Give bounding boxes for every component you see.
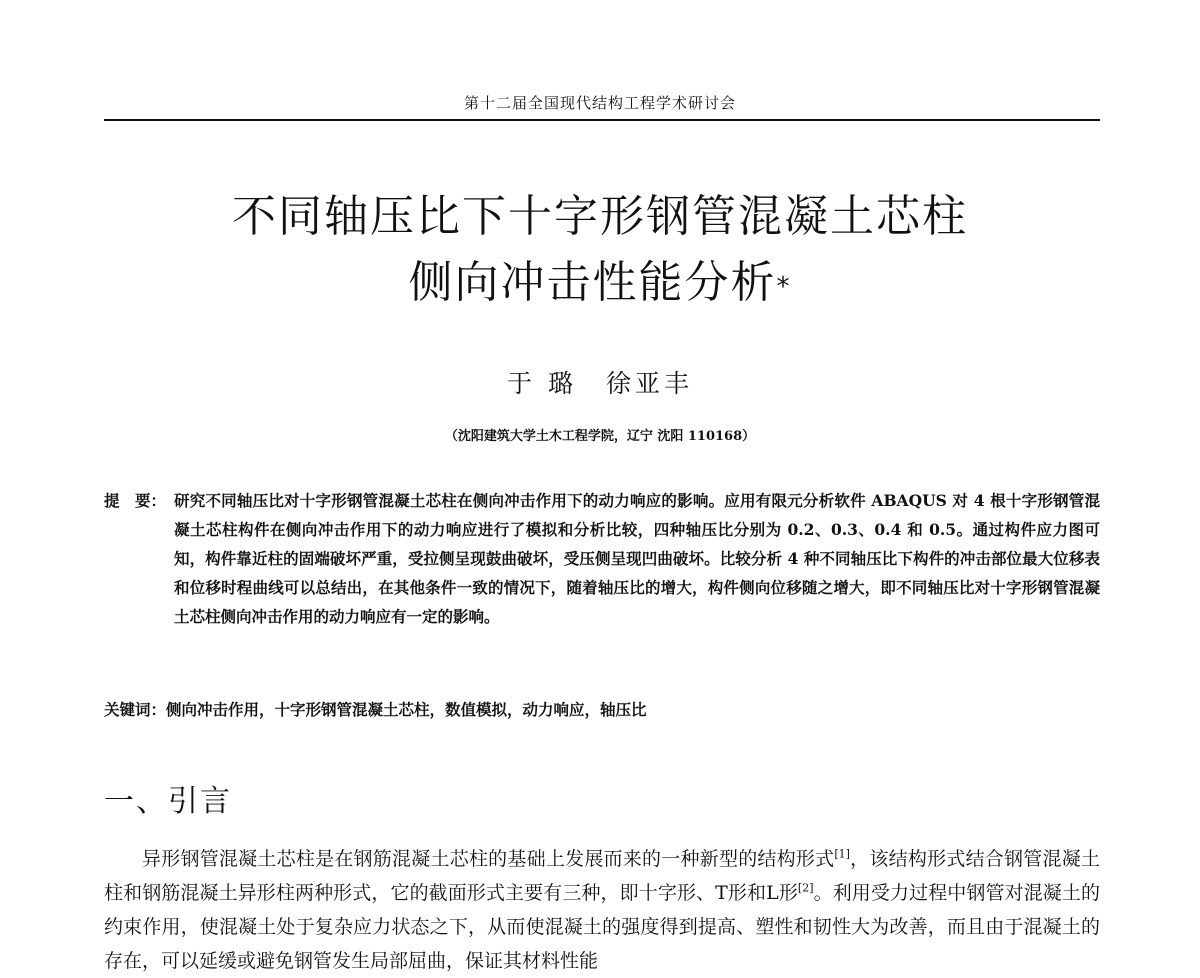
body-segment-1: 异形钢管混凝土芯柱是在钢筋混凝土芯柱的基础上发展而来的一种新型的结构形式 [142,848,835,870]
keywords-text: 侧向冲击作用，十字形钢管混凝土芯柱，数值模拟，动力响应，轴压比 [166,700,647,719]
body-paragraph [104,842,1100,978]
title-line-2: 侧向冲击性能分析 [408,257,777,308]
citation-2: [2] [797,881,814,895]
title-line-1: 不同轴压比下十字形钢管混凝土芯柱 [232,191,968,242]
abstract-text: 研究不同轴压比对十字形钢管混凝土芯柱在侧向冲击作用下的动力响应的影响。应用有限元分析软件 ABAQUS 对 4 根十字形钢管混凝土芯柱构件在侧向冲击作用下的动力响应进行了模拟和分析比较，四种轴压比分别为 0.2、0.3、0.4 和 0.5。通过构件应力图可知，构件靠近柱的固端破坏严重，受拉侧呈现鼓曲破坏，受压侧呈现凹曲破坏。比较分析 4 种不同轴压比下构件的冲击部位最大位移表和位移时程曲线可以总结出，在其他条件一致的情况下，随着轴压比的增大，构件侧向位移随之增大，即不同轴压比对十字形钢管混凝土芯柱侧向冲击作用的动力响应有一定的影响。 [174,491,1100,626]
affiliation: （沈阳建筑大学土木工程学院，辽宁 沈阳 110168） [444,429,756,444]
paper-title [0,184,1200,316]
header-rule [104,119,1100,121]
keywords [104,695,1100,724]
citation-1: [1] [834,847,850,861]
authors: 于 璐 徐亚丰 [507,369,693,398]
running-header: 第十二届全国现代结构工程学术研讨会 [463,94,736,112]
section-heading-introduction: 一、引言 [104,784,232,819]
abstract-label: 提 要： [104,491,167,510]
keywords-label: 关键词： [104,700,167,719]
body-segment-2: ，该结构形式结合钢管混凝土柱和钢筋混凝土异形柱两种形式，它的截面形式主要有三种，即十字形、T形和L形 [104,848,1100,904]
abstract [104,486,1100,631]
body-segment-3: 。利用受力过程中钢管对混凝土的约束作用，使混凝土处于复杂应力状态之下，从而使混凝土的强度得到提高、塑性和韧性大为改善，而且由于混凝土的存在，可以延缓或避免钢管发生局部屈曲，保证其材料性能 [104,882,1100,972]
title-footnote-marker: * [776,272,792,302]
